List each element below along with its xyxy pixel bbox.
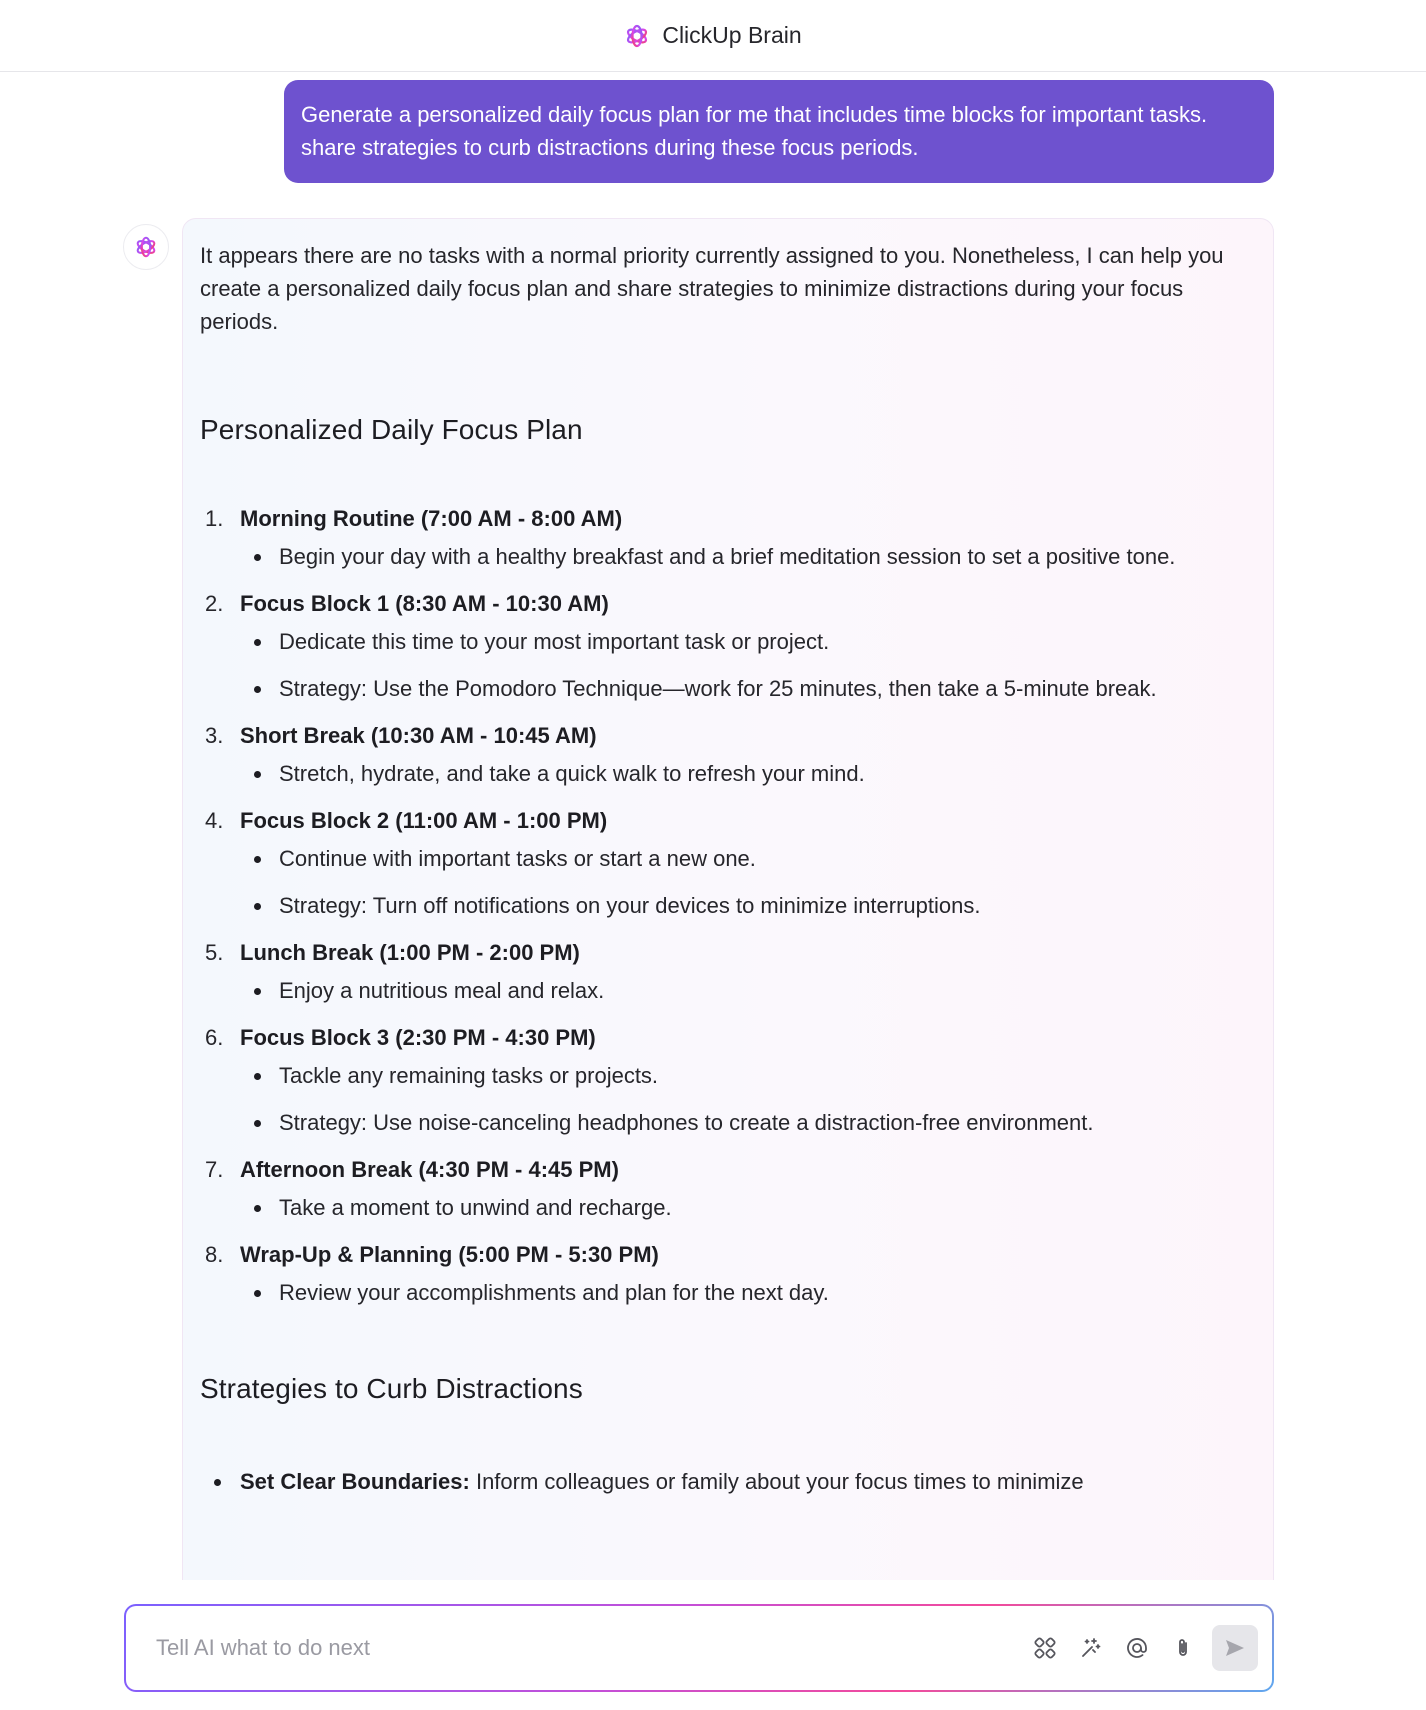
plan-item-title: Focus Block 1 (8:30 AM - 10:30 AM) — [240, 591, 609, 616]
plan-bullet: Enjoy a nutritious meal and relax. — [240, 974, 1257, 1007]
strategy-item — [200, 1465, 1257, 1498]
strategies-list — [200, 1465, 1257, 1498]
plan-bullet: Continue with important tasks or start a new one. — [240, 842, 1257, 875]
plan-item-title: Lunch Break (1:00 PM - 2:00 PM) — [240, 940, 580, 965]
ai-response-card — [182, 218, 1274, 1580]
plan-bullet: Strategy: Use noise-canceling headphones to create a distraction-free environment. — [240, 1106, 1257, 1139]
plan-item-number: 7. — [205, 1157, 224, 1182]
attachment-icon[interactable] — [1170, 1635, 1196, 1661]
plan-bullet: Take a moment to unwind and recharge. — [240, 1191, 1257, 1224]
plan-bullet: Dedicate this time to your most important task or project. — [240, 625, 1257, 658]
plan-item-bullets — [240, 1059, 1257, 1139]
plan-item — [200, 587, 1257, 705]
mention-icon[interactable] — [1124, 1635, 1150, 1661]
plan-bullet: Strategy: Turn off notifications on your devices to minimize interruptions. — [240, 889, 1257, 922]
composer-inner — [126, 1606, 1272, 1690]
plan-item — [200, 719, 1257, 790]
plan-item-number: 8. — [205, 1242, 224, 1267]
plan-item — [200, 1021, 1257, 1139]
plan-bullet: Begin your day with a healthy breakfast and a brief meditation session to set a positive tone. — [240, 540, 1257, 573]
integrations-icon[interactable] — [1032, 1635, 1058, 1661]
plan-bullet: Strategy: Use the Pomodoro Technique—work for 25 minutes, then take a 5-minute break. — [240, 672, 1257, 705]
plan-item-number: 4. — [205, 808, 224, 833]
plan-bullet: Stretch, hydrate, and take a quick walk to refresh your mind. — [240, 757, 1257, 790]
plan-item — [200, 1238, 1257, 1309]
plan-item-bullets — [240, 540, 1257, 573]
app-header — [0, 0, 1426, 72]
plan-heading: Personalized Daily Focus Plan — [200, 414, 583, 445]
ai-response-intro: It appears there are no tasks with a normal priority currently assigned to you. Nonetheless, I can help you create a personalized daily focus plan and share strategies to minimize distractions during your focus periods. — [200, 243, 1224, 334]
app-title: ClickUp Brain — [662, 22, 802, 48]
strategies-heading: Strategies to Curb Distractions — [200, 1373, 583, 1404]
user-message-bubble: Generate a personalized daily focus plan for me that includes time blocks for important tasks. share strategies to curb distractions during these focus periods. — [284, 80, 1274, 183]
plan-item-number: 5. — [205, 940, 224, 965]
strategy-text: Inform colleagues or family about your focus times to minimize — [469, 1469, 1084, 1494]
plan-list — [200, 502, 1257, 1309]
plan-item-title: Focus Block 2 (11:00 AM - 1:00 PM) — [240, 808, 608, 833]
plan-item-number: 1. — [205, 506, 224, 531]
plan-item-number: 3. — [205, 723, 224, 748]
plan-item-bullets — [240, 974, 1257, 1007]
plan-item-title: Morning Routine (7:00 AM - 8:00 AM) — [240, 506, 623, 531]
plan-item — [200, 936, 1257, 1007]
plan-item — [200, 502, 1257, 573]
plan-item-title: Wrap-Up & Planning (5:00 PM - 5:30 PM) — [240, 1242, 659, 1267]
clickup-brain-icon — [624, 23, 650, 49]
composer-tools — [1032, 1635, 1196, 1661]
plan-item-bullets — [240, 757, 1257, 790]
composer — [124, 1604, 1274, 1692]
plan-bullet: Tackle any remaining tasks or projects. — [240, 1059, 1257, 1092]
plan-item-number: 2. — [205, 591, 224, 616]
plan-item-bullets — [240, 1191, 1257, 1224]
plan-item — [200, 1153, 1257, 1224]
plan-item-title: Focus Block 3 (2:30 PM - 4:30 PM) — [240, 1025, 596, 1050]
plan-item-title: Afternoon Break (4:30 PM - 4:45 PM) — [240, 1157, 619, 1182]
send-button[interactable] — [1212, 1625, 1258, 1671]
send-icon — [1223, 1636, 1247, 1660]
plan-item — [200, 804, 1257, 922]
strategy-label: Set Clear Boundaries: — [240, 1469, 470, 1494]
plan-item-title: Short Break (10:30 AM - 10:45 AM) — [240, 723, 597, 748]
magic-wand-icon[interactable] — [1078, 1635, 1104, 1661]
conversation-scroll-area[interactable] — [0, 216, 1426, 1580]
plan-item-bullets — [240, 1276, 1257, 1309]
plan-bullet: Review your accomplishments and plan for the next day. — [240, 1276, 1257, 1309]
plan-item-bullets — [240, 625, 1257, 705]
plan-item-number: 6. — [205, 1025, 224, 1050]
plan-item-bullets — [240, 842, 1257, 922]
prompt-input[interactable] — [156, 1635, 1032, 1661]
